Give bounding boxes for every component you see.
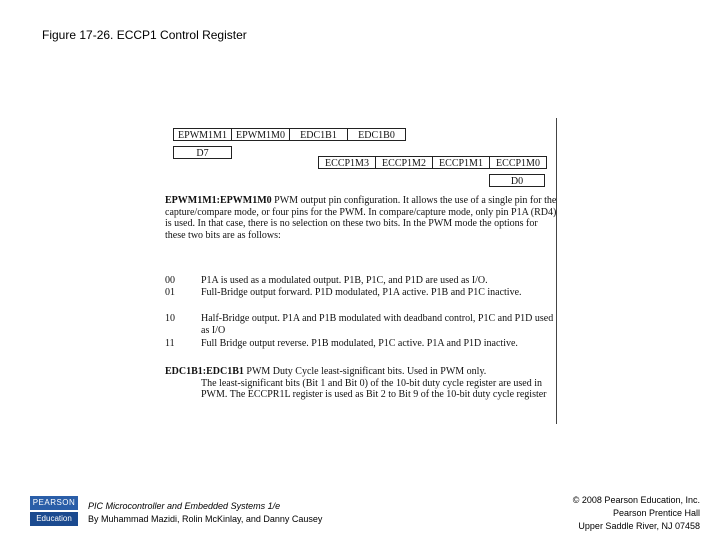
pearson-logo bbox=[30, 496, 78, 526]
bit-eccp1m3: ECCP1M3 bbox=[318, 156, 376, 169]
option-code: 00 bbox=[165, 275, 175, 286]
epwm-field-name: EPWM1M1:EPWM1M0 bbox=[165, 195, 272, 206]
figure-border-line bbox=[556, 118, 557, 424]
option-code: 01 bbox=[165, 287, 175, 298]
register-msb-label bbox=[174, 146, 232, 159]
bit-edc1b1: EDC1B1 bbox=[289, 128, 348, 141]
bit-eccp1m2: ECCP1M2 bbox=[375, 156, 433, 169]
epwm-description bbox=[165, 195, 557, 241]
register-figure bbox=[163, 118, 559, 424]
bit-d0: D0 bbox=[489, 174, 545, 187]
footer-book-info bbox=[88, 500, 322, 526]
edc-field-name: EDC1B1:EDC1B1 bbox=[165, 366, 244, 377]
epwm-field-text: PWM output pin configuration. It allows the use of a single pin for the capture/compare mode, or four pins for the PWM. In compare/capture mode, only pin P1A (RD4) is used. In that case, there is no selection on these two bits. In the PWM mode the options for these two bits are as follows: bbox=[165, 195, 557, 241]
register-lsb-label bbox=[490, 174, 545, 187]
edc-field-body: The least-significant bits (Bit 1 and Bit 0) of the 10-bit duty cycle register are used in PWM. The ECCPR1L register is used as Bit 2 to Bit 9 of the 10-bit duty cycle register bbox=[201, 377, 547, 400]
edc-field-text: PWM Duty Cycle least-significant bits. Used in PWM only. bbox=[243, 366, 487, 377]
register-row-upper bbox=[174, 128, 406, 141]
option-text: Full Bridge output reverse. P1B modulated, P1C active. P1A and P1D inactive. bbox=[201, 338, 518, 349]
location-line: Upper Saddle River, NJ 07458 bbox=[578, 521, 700, 531]
option-text: P1A is used as a modulated output. P1B, P1C, and P1D are used as I/O. bbox=[201, 275, 488, 286]
bit-d7: D7 bbox=[173, 146, 232, 159]
bit-eccp1m0: ECCP1M0 bbox=[489, 156, 547, 169]
option-code: 11 bbox=[165, 338, 175, 349]
option-code: 10 bbox=[165, 313, 175, 324]
bit-eccp1m1: ECCP1M1 bbox=[432, 156, 490, 169]
register-row-lower bbox=[319, 156, 547, 169]
book-title: PIC Microcontroller and Embedded Systems 1/e bbox=[88, 501, 281, 511]
page-title: Figure 17-26. ECCP1 Control Register bbox=[42, 28, 247, 42]
book-authors: By Muhammad Mazidi, Rolin McKinlay, and Danny Causey bbox=[88, 514, 323, 524]
bit-epwm1m1: EPWM1M1 bbox=[173, 128, 232, 141]
option-text: Half-Bridge output. P1A and P1B modulated with deadband control, P1C and P1D used as I/O bbox=[201, 313, 554, 336]
footer-copyright bbox=[573, 494, 700, 533]
copyright-line: © 2008 Pearson Education, Inc. bbox=[572, 495, 700, 505]
edc-description bbox=[165, 366, 557, 401]
logo-bottom-text: Education bbox=[30, 512, 78, 526]
bit-edc1b0: EDC1B0 bbox=[347, 128, 406, 141]
option-text: Full-Bridge output forward. P1D modulated, P1A active. P1B and P1C inactive. bbox=[201, 287, 522, 298]
publisher-line: Pearson Prentice Hall bbox=[612, 508, 700, 518]
bit-epwm1m0: EPWM1M0 bbox=[231, 128, 290, 141]
logo-top-text: PEARSON bbox=[30, 496, 78, 510]
